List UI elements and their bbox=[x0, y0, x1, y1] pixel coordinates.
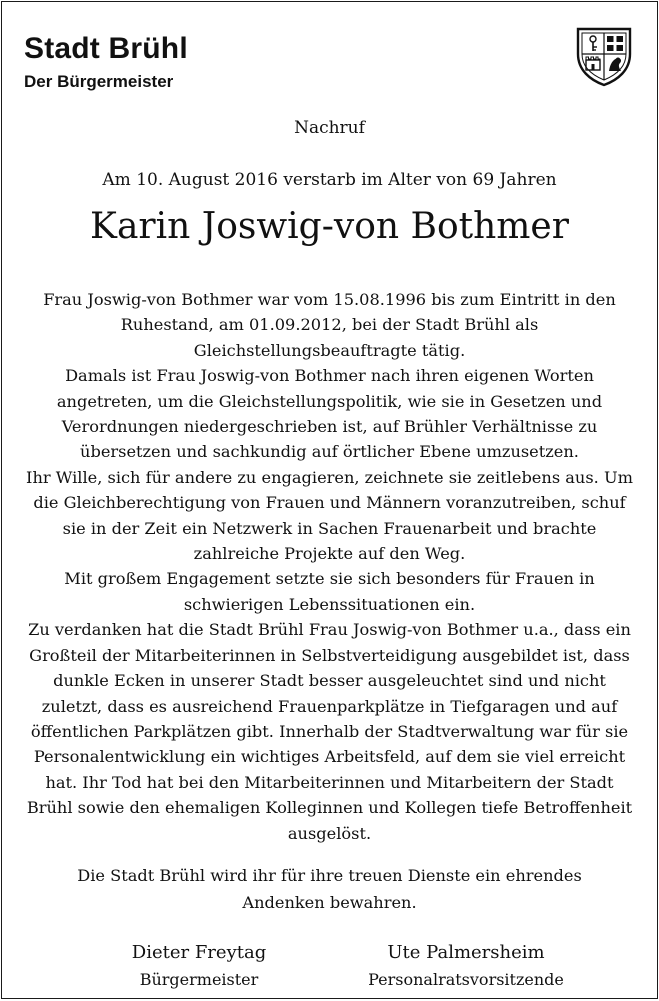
obituary-body bbox=[22, 287, 637, 846]
body-paragraph: Zu verdanken hat die Stadt Brühl Frau Joswig-von Bothmer u.a., dass ein Großteil der Mitarbeiterinnen in Selbstverteidigung ausgebildet ist, dass dunkle Ecken in unserer Stadt besser ausgeleuchtet sind und nicht zuletzt, dass es ausreichend Frauenparkplätze in Tiefgaragen und auf öffentlichen Parkplätzen gibt. Innerhalb der Stadtverwaltung war für sie Personalentwicklung ein wichtiges Arbeitsfeld, auf dem sie viel erreicht hat. Ihr Tod hat bei den Mitarbeiterinnen und Mitarbeitern der Stadt Brühl sowie den ehemaligen Kolleginnen und Kollegen tiefe Betroffenheit ausgelöst. bbox=[26, 620, 633, 843]
signatory-role: Bürgermeister bbox=[139, 970, 259, 989]
signature-mayor bbox=[84, 941, 314, 992]
signature-staff-council bbox=[351, 941, 581, 992]
deceased-name: Karin Joswig-von Bothmer bbox=[90, 206, 569, 247]
body-paragraph: Mit großem Engagement setzte sie sich besonders für Frauen in schwierigen Lebenssituationen ein. bbox=[64, 569, 595, 614]
body-paragraph: Frau Joswig-von Bothmer war vom 15.08.1996 bis zum Eintritt in den Ruhestand, am 01.09.2012, bei der Stadt Brühl als Gleichstellungsbeauftragte tätig. bbox=[43, 290, 616, 360]
body-paragraph: Damals ist Frau Joswig-von Bothmer nach ihren eigenen Worten angetreten, um die Gleichstellungspolitik, wie sie in Gesetzen und Verordnungen niedergeschrieben ist, auf Brühler Verhältnisse zu übersetzen und sachkundig auf örtlicher Ebene umzusetzen. bbox=[56, 366, 603, 462]
closing-line: Andenken bewahren. bbox=[242, 893, 417, 912]
signatory-name: Ute Palmersheim bbox=[387, 942, 545, 963]
signatory-name: Dieter Freytag bbox=[131, 942, 267, 963]
office-title: Der Bürgermeister bbox=[24, 72, 174, 91]
city-coat-of-arms-icon bbox=[572, 24, 636, 88]
notice-heading: Nachruf bbox=[294, 118, 365, 138]
obituary-notice bbox=[1, 1, 658, 999]
closing-text bbox=[22, 862, 637, 916]
closing-line: Die Stadt Brühl wird ihr für ihre treuen Dienste ein ehrendes bbox=[77, 866, 582, 885]
body-paragraph: Ihr Wille, sich für andere zu engagieren, zeichnete sie zeitlebens aus. Um die Gleichberechtigung von Frauen und Männern voranzutreiben, schuf sie in der Zeit ein Netzwerk in Sachen Frauenarbeit und brachte zahlreiche Projekte auf den Weg. bbox=[26, 467, 633, 564]
city-name: Stadt Brühl bbox=[24, 32, 188, 65]
death-announcement: Am 10. August 2016 verstarb im Alter von 69 Jahren bbox=[102, 170, 557, 190]
signatory-role: Personalratsvorsitzende bbox=[368, 970, 564, 989]
